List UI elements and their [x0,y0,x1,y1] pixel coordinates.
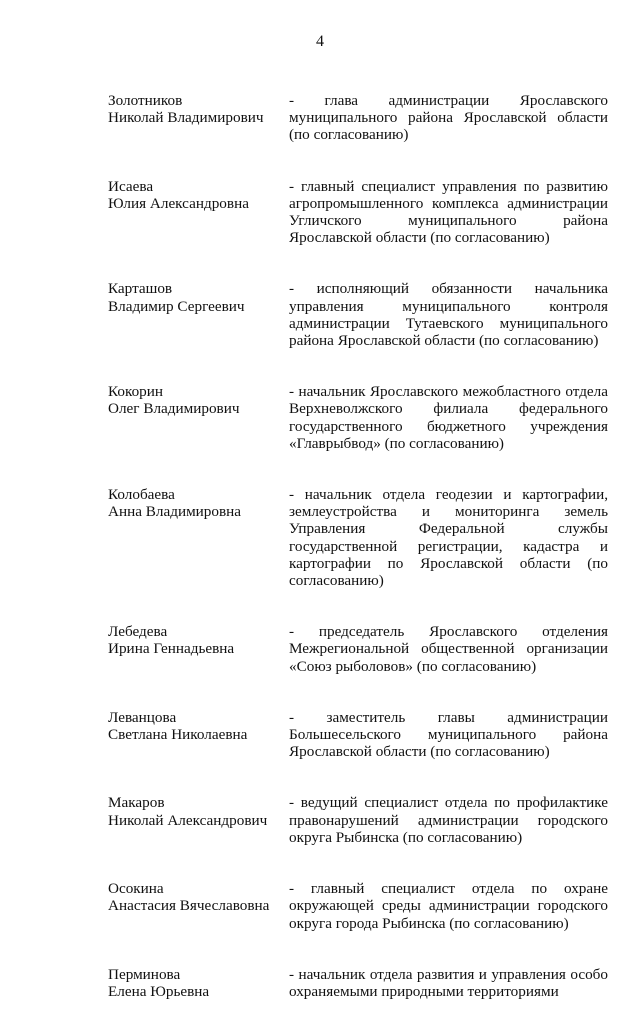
member-given-name: Ирина Геннадьевна [108,640,235,658]
member-name [108,966,286,1000]
page-number: 4 [316,33,324,50]
list-item [108,383,608,452]
member-position: - председатель Ярославского отделения Межрегиональной общественной организации «Союз рыболовов» (по согласованию) [289,623,608,675]
member-surname: Перминова [108,965,181,983]
member-surname: Исаева [108,177,154,195]
list-item [108,709,608,761]
member-given-name: Николай Владимирович [108,109,264,127]
list-item [108,486,608,589]
member-position: - главный специалист управления по развитию агропромышленного комплекса администрации Угличского муниципального района Ярославской области (по согласованию) [289,177,608,247]
member-surname: Карташов [108,280,173,298]
member-given-name: Юлия Александровна [108,194,249,212]
member-given-name: Елена Юрьевна [108,982,210,1000]
member-surname: Осокина [108,880,164,898]
list-item [108,794,608,846]
member-position: - заместитель главы администрации Большесельского муниципального района Ярославской области (по согласованию) [289,708,608,761]
member-surname: Колобаева [108,486,175,504]
member-given-name: Олег Владимирович [108,400,240,418]
member-name [108,178,286,212]
member-name [108,709,286,743]
member-name [108,623,286,657]
list-item [108,880,608,932]
member-name [108,280,286,314]
member-name [108,880,286,914]
member-given-name: Анна Владимировна [108,503,242,521]
member-given-name: Николай Александрович [108,811,268,829]
member-surname: Лебедева [108,623,168,641]
member-position: - начальник отдела развития и управления особо охраняемыми природными территориями [289,965,608,1000]
member-surname: Макаров [108,794,165,812]
member-list [108,92,608,1034]
member-position: - глава администрации Ярославского муниципального района Ярославской области (по согласованию) [289,92,608,144]
list-item [108,966,608,1000]
member-name [108,486,286,520]
member-name [108,92,286,126]
member-position: - начальник отдела геодезии и картографии, землеустройства и мониторинга земель Управления Федеральной службы государственной регистрации, кадастра и картографии по Ярославской области (по согласованию) [289,486,608,590]
member-given-name: Владимир Сергеевич [108,297,245,315]
member-surname: Леванцова [108,708,177,726]
member-given-name: Анастасия Вячеславовна [108,897,270,915]
member-position: - начальник Ярославского межобластного отдела Верхневолжского филиала федерального государственного бюджетного учреждения «Главрыбвод» (по согласованию) [289,383,608,452]
list-item [108,178,608,247]
list-item [108,623,608,675]
list-item [108,280,608,349]
member-surname: Золотников [108,92,183,109]
list-item [108,92,608,144]
member-given-name: Светлана Николаевна [108,726,248,744]
member-position: - главный специалист отдела по охране окружающей среды администрации городского округа города Рыбинска (по согласованию) [289,880,608,932]
member-position: - исполняющий обязанности начальника управления муниципального контроля администрации Тутаевского муниципального района Ярославской области (по согласованию) [289,280,608,350]
member-name [108,794,286,828]
member-surname: Кокорин [108,383,164,401]
member-position: - ведущий специалист отдела по профилактике правонарушений администрации городского округа Рыбинска (по согласованию) [289,794,608,846]
member-name [108,383,286,417]
